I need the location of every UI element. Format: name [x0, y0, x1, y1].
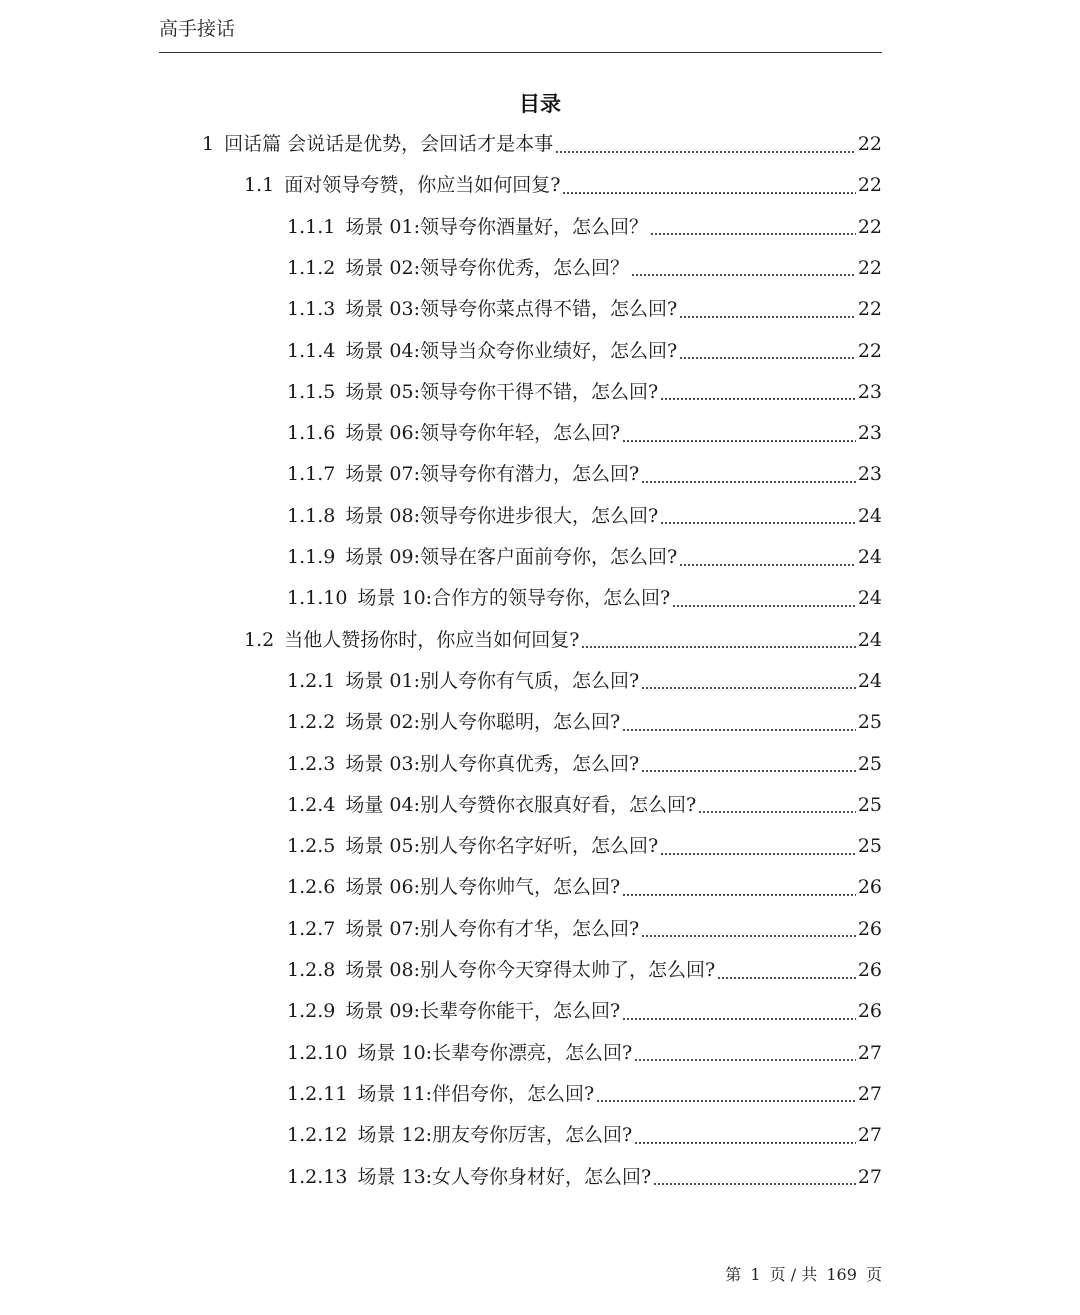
toc-entry[interactable]: [244, 165, 882, 206]
toc-entry-page: 26: [857, 917, 882, 940]
toc-entry-title: 场景 07:领导夸你有潜力，怎么回?: [345, 463, 640, 486]
toc-entry-number: 1.2.6: [287, 876, 336, 899]
toc-dot-leader: [672, 589, 856, 609]
running-header-title: 高手接话: [159, 18, 236, 40]
toc-entry-title: 场景 08:别人夸你今天穿得太帅了，怎么回?: [345, 959, 716, 981]
toc-entry-page: 22: [857, 215, 882, 238]
toc-entry-number: 1.1.3: [287, 298, 336, 321]
toc-dot-leader: [641, 671, 856, 691]
toc-entry-number: 1.2.12: [287, 1124, 348, 1147]
toc-dot-leader: [660, 506, 856, 526]
toc-dot-leader: [641, 754, 856, 774]
toc-entry-number: 1.1.5: [287, 380, 336, 403]
toc-entry-page: 24: [857, 628, 882, 651]
toc-dot-leader: [679, 341, 856, 361]
toc-dot-leader: [622, 713, 856, 733]
toc-entry[interactable]: [287, 372, 882, 413]
toc-entry[interactable]: [287, 950, 882, 991]
toc-entry-title: 场景 07:别人夸你有才华，怎么回?: [345, 917, 640, 940]
toc-entry-title: 场景 05:领导夸你干得不错，怎么回?: [345, 380, 659, 403]
toc-entry[interactable]: [287, 537, 882, 578]
toc-entry-title: 场景 05:别人夸你名字好听，怎么回?: [345, 835, 659, 858]
toc-entry-page: 22: [857, 174, 882, 197]
toc-entry-title: 场景 02:领导夸你优秀，怎么回？: [345, 256, 629, 279]
toc-dot-leader: [641, 919, 856, 939]
toc-entry-page: 25: [857, 793, 882, 816]
toc-entry-page: 23: [857, 380, 882, 403]
toc-entry[interactable]: [287, 1033, 882, 1074]
toc-entry-number: 1.1.8: [287, 504, 336, 527]
toc-entry[interactable]: [287, 413, 882, 454]
toc-entry-number: 1.2.11: [287, 1082, 348, 1105]
footer-prefix: 第: [725, 1265, 742, 1284]
toc-entry-title: 场景 02:别人夸你聪明，怎么回?: [345, 711, 621, 734]
toc-dot-leader: [660, 382, 856, 402]
toc-entry-page: 26: [857, 876, 882, 899]
toc-entry[interactable]: [287, 207, 882, 248]
toc-entry-title: 场景 01:别人夸你有气质，怎么回?: [345, 669, 640, 692]
toc-entry-page: 27: [857, 1124, 882, 1147]
toc-entry-page: 24: [857, 587, 882, 610]
toc-dot-leader: [641, 465, 856, 485]
toc-entry-title: 场景 11:伴侣夸你，怎么回?: [357, 1082, 595, 1105]
toc-title: 目录: [519, 92, 561, 116]
toc-entry-title: 场景 10:合作方的领导夸你，怎么回?: [357, 587, 671, 610]
toc-entry-title: 场景 13:女人夸你身材好，怎么回?: [357, 1165, 652, 1188]
toc-entry-page: 23: [857, 422, 882, 445]
toc-dot-leader: [631, 258, 856, 278]
toc-entry[interactable]: [287, 785, 882, 826]
toc-entry[interactable]: [287, 289, 882, 330]
toc-dot-leader: [562, 176, 855, 196]
toc-entry-page: 25: [857, 711, 882, 734]
toc-entry-number: 1.2.13: [287, 1165, 348, 1188]
toc-entry[interactable]: [287, 454, 882, 495]
toc-entry-page: 26: [857, 959, 882, 981]
toc-entry-title: 场景 12:朋友夸你厉害，怎么回?: [357, 1124, 633, 1147]
toc-entry[interactable]: [287, 331, 882, 372]
toc-entry-number: 1.2.1: [287, 669, 336, 692]
toc-entry-page: 27: [857, 1165, 882, 1188]
toc-dot-leader: [653, 1167, 856, 1187]
toc-dot-leader: [622, 424, 856, 444]
toc-entry[interactable]: [287, 1115, 882, 1156]
toc-entry-title: 回话篇 会说话是优势，会回话才是本事: [224, 133, 554, 155]
toc-entry-page: 22: [857, 256, 882, 279]
toc-entry-title: 场景 06:别人夸你帅气，怎么回?: [345, 876, 621, 899]
toc-entry[interactable]: [287, 1074, 882, 1115]
toc-entry-page: 24: [857, 546, 882, 568]
toc-entry-page: 27: [857, 1082, 882, 1105]
toc-entry-title: 面对领导夸赞，你应当如何回复?: [284, 174, 561, 197]
toc-dot-leader: [679, 300, 856, 320]
toc-entry[interactable]: [287, 991, 882, 1032]
toc-entry-number: 1.1.10: [287, 587, 348, 610]
toc-entry-title: 场景 10:长辈夸你漂亮，怎么回?: [357, 1041, 633, 1064]
toc-entry-number: 1.2.2: [287, 711, 336, 734]
toc-entry[interactable]: [287, 578, 882, 619]
toc-entry-page: 22: [857, 339, 882, 362]
toc-entry-number: 1.1.1: [287, 215, 336, 238]
toc-entry-page: 27: [857, 1041, 882, 1064]
toc-entry-page: 24: [857, 504, 882, 527]
toc-dot-leader: [660, 837, 856, 857]
toc-dot-leader: [622, 878, 856, 898]
toc-entry[interactable]: [287, 744, 882, 785]
toc-entry-number: 1.2.9: [287, 1000, 336, 1023]
toc-entry-number: 1.2: [244, 628, 275, 651]
toc-entry[interactable]: [287, 248, 882, 289]
toc-entry-number: 1.2.7: [287, 917, 336, 940]
toc-entry-number: 1.1.9: [287, 546, 336, 568]
toc-dot-leader: [650, 217, 856, 237]
footer-middle: 页 / 共: [769, 1265, 818, 1284]
toc-entry-title: 场景 08:领导夸你进步很大，怎么回?: [345, 504, 659, 527]
toc-entry-number: 1.1: [244, 174, 275, 197]
footer-current-page: 1: [750, 1265, 761, 1284]
toc-entry-number: 1: [202, 133, 215, 155]
toc-dot-leader: [634, 1043, 856, 1063]
toc-entry-number: 1.2.5: [287, 835, 336, 858]
toc-entry[interactable]: [244, 620, 882, 661]
toc-entry[interactable]: [287, 702, 882, 743]
toc-entry[interactable]: [287, 496, 882, 537]
toc-dot-leader: [717, 961, 856, 981]
footer-total-pages: 169: [826, 1265, 857, 1284]
toc-entry-title: 场景 04:领导当众夸你业绩好，怎么回?: [345, 339, 678, 362]
toc-entry-title: 场景 03:领导夸你菜点得不错，怎么回?: [345, 298, 678, 321]
toc-dot-leader: [634, 1126, 856, 1146]
toc-dot-leader: [555, 135, 856, 155]
toc-entry-title: 场景 09:长辈夸你能干，怎么回?: [345, 1000, 621, 1023]
toc-entry-number: 1.2.10: [287, 1041, 348, 1064]
toc-entry-title: 当他人赞扬你时，你应当如何回复?: [284, 628, 580, 651]
toc-entry-number: 1.2.8: [287, 959, 336, 981]
toc-entry-title: 场景 09:领导在客户面前夸你，怎么回?: [345, 546, 678, 568]
toc-entry-title: 场量 04:别人夸赞你衣服真好看，怎么回?: [345, 793, 697, 816]
page-footer: [721, 1262, 882, 1285]
toc-dot-leader: [698, 795, 856, 815]
toc-dot-leader: [622, 1002, 856, 1022]
toc-dot-leader: [679, 548, 856, 568]
toc-entry-page: 26: [857, 1000, 882, 1023]
toc-dot-leader: [581, 630, 855, 650]
header-divider: [159, 52, 882, 53]
toc-entry-number: 1.2.3: [287, 752, 336, 775]
toc-entry[interactable]: [287, 867, 882, 908]
toc-entry-page: 24: [857, 669, 882, 692]
toc-entry[interactable]: [287, 661, 882, 702]
toc-entry-title: 场景 03:别人夸你真优秀，怎么回?: [345, 752, 640, 775]
toc-entry[interactable]: [287, 1157, 882, 1198]
toc-entry-number: 1.1.6: [287, 422, 336, 445]
toc-entry[interactable]: [287, 826, 882, 867]
toc-entry-page: 22: [857, 298, 882, 321]
toc-entry-page: 25: [857, 835, 882, 858]
toc-entry-page: 25: [857, 752, 882, 775]
toc-entry-page: 23: [857, 463, 882, 486]
footer-suffix: 页: [865, 1265, 882, 1284]
toc-entry[interactable]: [287, 909, 882, 950]
toc-entry-number: 1.1.4: [287, 339, 336, 362]
toc-dot-leader: [596, 1084, 856, 1104]
toc-entry-number: 1.1.7: [287, 463, 336, 486]
toc-entry-page: 22: [857, 133, 882, 155]
toc-entry-number: 1.2.4: [287, 793, 336, 816]
toc-entry[interactable]: [202, 124, 882, 165]
toc-entry-number: 1.1.2: [287, 256, 336, 279]
toc-entry-title: 场景 06:领导夸你年轻，怎么回?: [345, 422, 621, 445]
toc-entry-title: 场景 01:领导夸你酒量好，怎么回？: [345, 215, 648, 238]
